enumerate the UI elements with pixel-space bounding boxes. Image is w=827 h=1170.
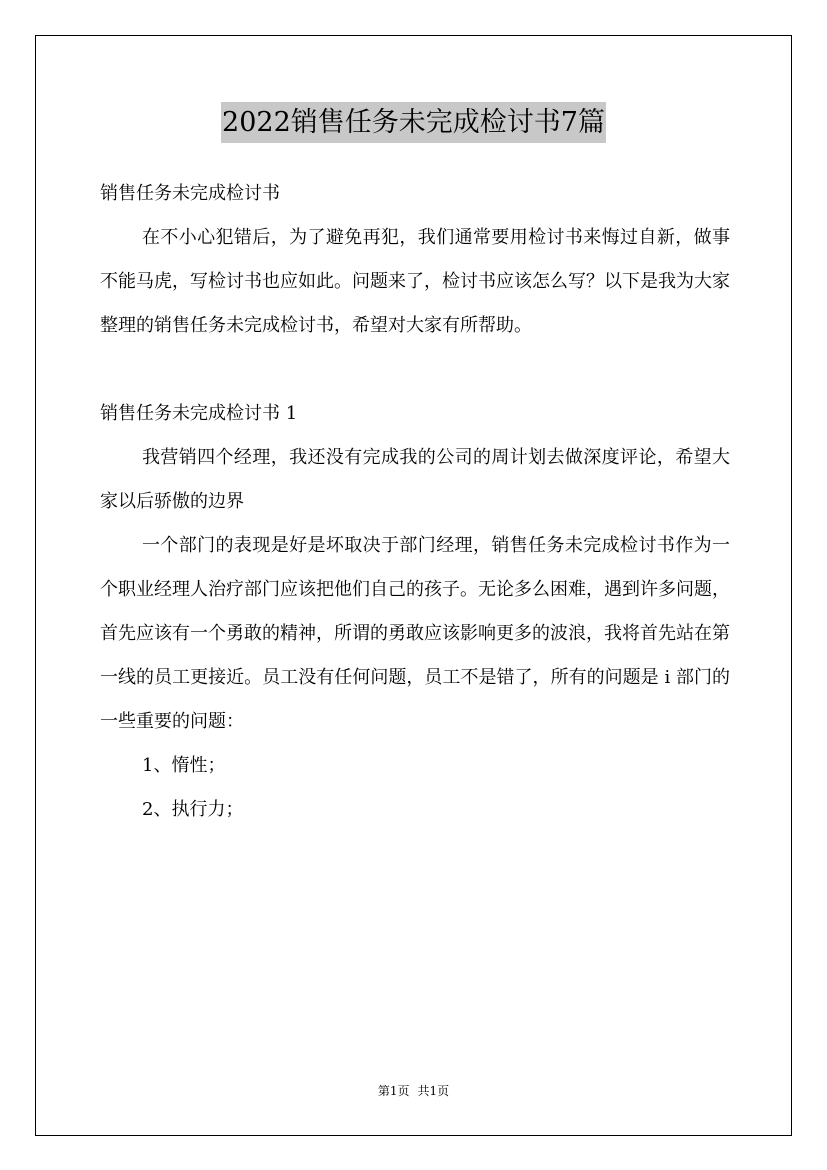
- page-total: 共1页: [417, 1084, 450, 1098]
- blank-line: [100, 348, 730, 392]
- page-number: 第1页: [377, 1084, 410, 1098]
- intro-paragraph: 在不小心犯错后，为了避免再犯，我们通常要用检讨书来悔过自新，做事不能马虎，写检讨书也应如此。问题来了，检讨书应该怎么写？以下是我为大家整理的销售任务未完成检讨书，希望对大家有所帮助。: [100, 227, 730, 336]
- section-heading: 销售任务未完成检讨书: [100, 183, 280, 204]
- document-title-text: 2022销售任务未完成检讨书7篇: [221, 102, 606, 143]
- section-heading-1: 销售任务未完成检讨书 1: [100, 403, 298, 424]
- document-body: [100, 172, 730, 832]
- body-paragraph: 我营销四个经理，我还没有完成我的公司的周计划去做深度评论，希望大家以后骄傲的边界: [100, 447, 730, 512]
- list-item: 2、执行力；: [142, 799, 244, 820]
- body-paragraph: 一个部门的表现是好是坏取决于部门经理，销售任务未完成检讨书作为一个职业经理人治疗部门应该把他们自己的孩子。无论多么困难，遇到许多问题，首先应该有一个勇敢的精神，所谓的勇敢应该影响更多的波浪，我将首先站在第一线的员工更接近。员工没有任何问题，员工不是错了，所有的问题是 i 部门的一些重要的问题：: [100, 535, 730, 732]
- list-item: 1、惰性；: [142, 755, 226, 776]
- document-title: [0, 101, 827, 143]
- page-footer: [0, 1082, 827, 1100]
